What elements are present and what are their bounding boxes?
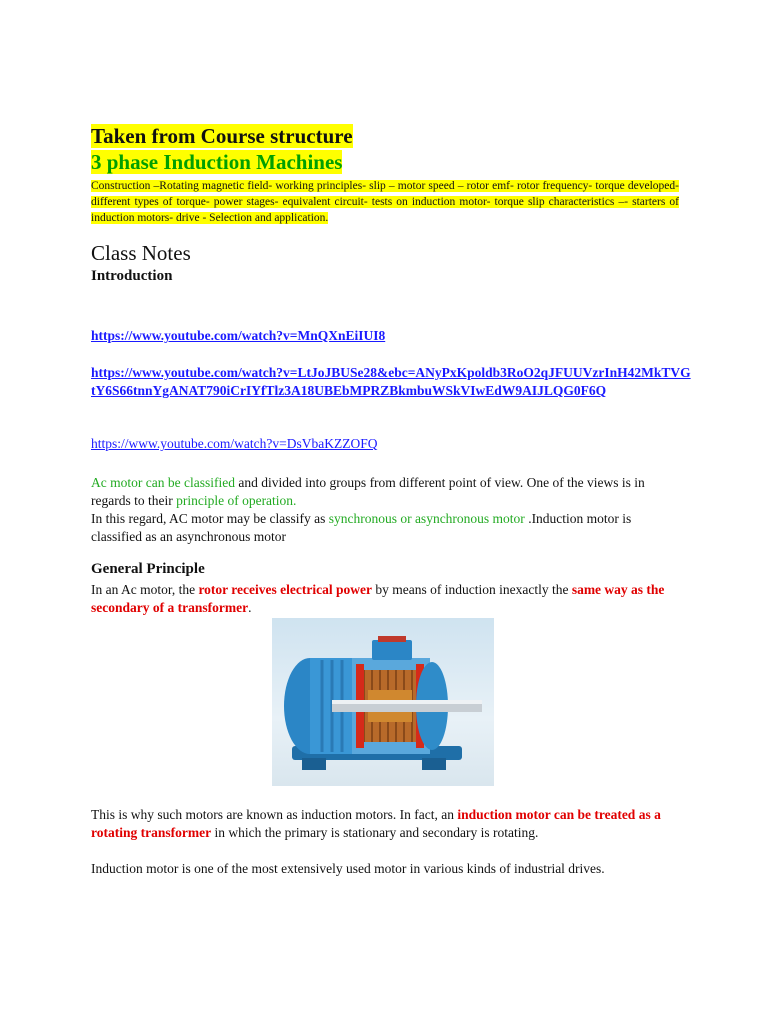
paragraph-asynchronous: In this regard, AC motor may be classify as synchronous or asynchronous motor .Induction motor is classified as an asynchronous motor xyxy=(91,511,632,544)
title-course-structure: Taken from Course structure xyxy=(91,124,353,148)
heading-introduction: Introduction xyxy=(91,268,173,284)
paragraph-rotor-power: In an Ac motor, the rotor receives electrical power by means of induction inexactly the same way as the secondary of a transformer. xyxy=(91,582,665,615)
paragraph-rotating-transformer: This is why such motors are known as induction motors. In fact, an induction motor can be treated as a rotating transformer in which the primary is stationary and secondary is rotating. xyxy=(91,807,661,840)
paragraph-industrial-drives: Induction motor is one of the most extensively used motor in various kinds of industrial drives. xyxy=(91,861,605,876)
heading-class-notes: Class Notes xyxy=(91,241,191,265)
course-scope-text: Construction –Rotating magnetic field- working principles- slip – motor speed – rotor emf- rotor frequency- torque developed- different types of torque- power stages- equivalent circuit- tests on induction motor- torque slip characteristics –- starters of induction motors- drive - Selection and application. xyxy=(91,180,679,224)
youtube-link-2[interactable]: https://www.youtube.com/watch?v=LtJoJBUSe28&ebc=ANyPxKpoldb3RoO2qJFUUVzrInH42MkTVGtY6S66tnnYgANAT790iCrIYfTlz3A18UBEbMPRZBkmbuWSkVIwEdW9AIJLQG0F6Q xyxy=(91,365,691,398)
paragraph-classification: Ac motor can be classified and divided into groups from different point of view. One of the views is in regards to their principle of operation. xyxy=(91,475,645,508)
youtube-link-1[interactable]: https://www.youtube.com/watch?v=MnQXnEiIUI8 xyxy=(91,328,386,343)
title-induction-machines: 3 phase Induction Machines xyxy=(91,150,343,174)
motor-illustration xyxy=(272,618,494,786)
induction-motor-cutaway-image xyxy=(272,618,494,786)
heading-general-principle: General Principle xyxy=(91,561,205,577)
youtube-link-3[interactable]: https://www.youtube.com/watch?v=DsVbaKZZOFQ xyxy=(91,436,378,451)
